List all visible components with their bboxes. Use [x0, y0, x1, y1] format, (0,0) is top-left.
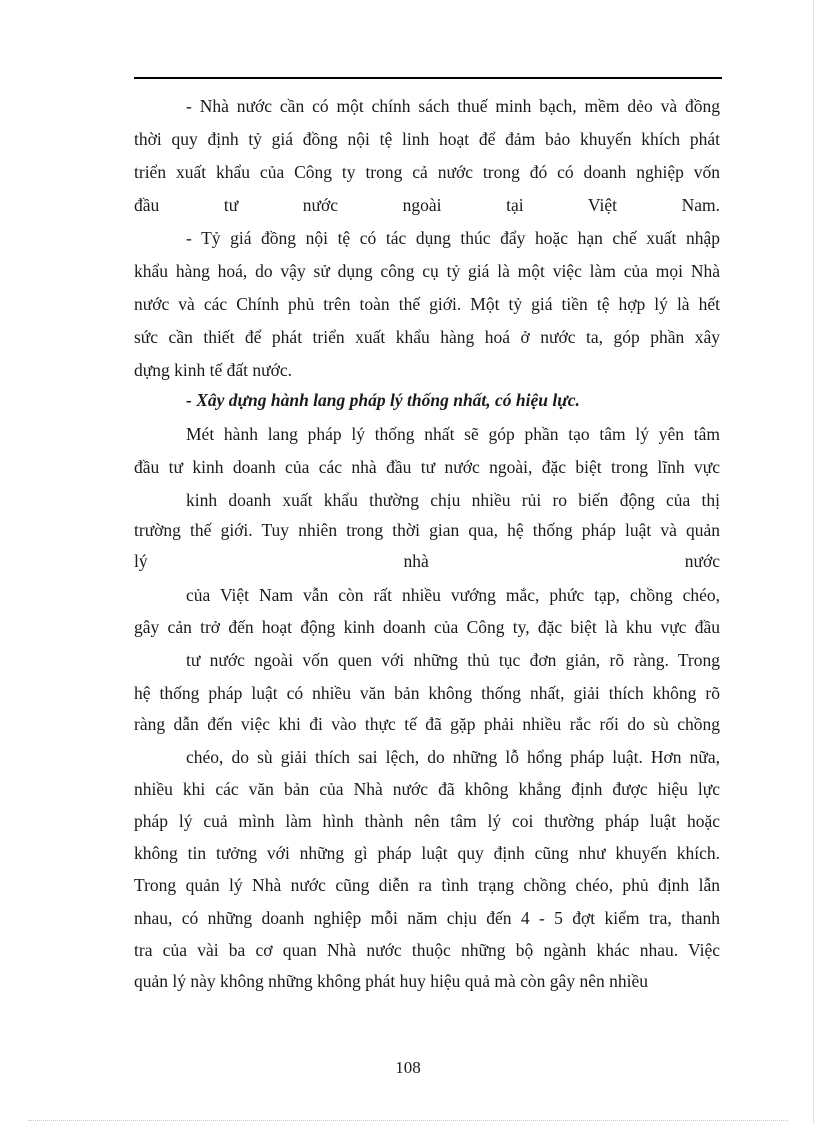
- bottom-dotted-border: [28, 1120, 788, 1121]
- text-line: pháp lý cuả mình làm hình thành nên tâm lý coi thường pháp luật hoặc: [134, 811, 720, 831]
- right-dotted-border: [813, 0, 814, 1123]
- text-line: - Tỷ giá đồng nội tệ có tác dụng thúc đẩy hoặc hạn chế xuất nhập: [186, 228, 720, 248]
- text-line: Trong quản lý Nhà nước cũng diễn ra tình trạng chồng chéo, phủ định lẫn: [134, 875, 720, 895]
- text-line: triển xuất khẩu của Công ty trong cả nước trong đó có doanh nghiệp vốn: [134, 162, 720, 182]
- text-line: nước và các Chính phủ trên toàn thế giới. Một tỷ giá tiền tệ hợp lý là hết: [134, 294, 720, 314]
- header-rule: [134, 77, 722, 79]
- text-line: chéo, do sù giải thích sai lệch, do những lỗ hổng pháp luật. Hơn nữa,: [186, 747, 720, 767]
- text-line: nhau, có những doanh nghiệp mỗi năm chịu đến 4 - 5 đợt kiểm tra, thanh: [134, 908, 720, 928]
- section-heading: - Xây dựng hành lang pháp lý thống nhất, có hiệu lực.: [186, 390, 580, 410]
- text-line: không tin tưởng với những gì pháp luật quy định cũng như khuyến khích.: [134, 843, 720, 863]
- text-line: của Việt Nam vẫn còn rất nhiều vướng mắc, phức tạp, chồng chéo,: [186, 585, 720, 605]
- text-line: sức cần thiết để phát triển xuất khẩu hàng hoá ở nước ta, góp phần xây: [134, 327, 720, 347]
- text-line: kinh doanh xuất khẩu thường chịu nhiều rủi ro biến động của thị: [186, 490, 720, 510]
- text-line: Mét hành lang pháp lý thống nhất sẽ góp phần tạo tâm lý yên tâm: [186, 424, 720, 444]
- text-line: khẩu hàng hoá, do vậy sử dụng công cụ tỷ giá là một việc làm của mọi Nhà: [134, 261, 720, 281]
- text-line: - Nhà nước cần có một chính sách thuế minh bạch, mềm dẻo và đồng: [186, 96, 720, 116]
- text-line: nhiều khi các văn bản của Nhà nước đã không khẳng định được hiệu lực: [134, 779, 720, 799]
- text-line: đầu tư kinh doanh của các nhà đầu tư nước ngoài, đặc biệt trong lĩnh vực: [134, 457, 720, 477]
- text-line: tra của vài ba cơ quan Nhà nước thuộc những bộ ngành khác nhau. Việc: [134, 940, 720, 960]
- page-number: 108: [395, 1058, 421, 1077]
- text-line: dựng kinh tế đất nước.: [134, 360, 292, 380]
- text-line: quản lý này không những không phát huy hiệu quả mà còn gây nên nhiều: [134, 971, 648, 991]
- text-line: trường thế giới. Tuy nhiên trong thời gian qua, hệ thống pháp luật và quản: [134, 520, 720, 540]
- text-line: tư nước ngoài vốn quen với những thủ tục đơn giản, rõ ràng. Trong: [186, 650, 720, 670]
- text-line: lý nhà nước: [134, 551, 720, 571]
- text-line: thời quy định tỷ giá đồng nội tệ linh hoạt để đảm bảo khuyến khích phát: [134, 129, 720, 149]
- text-line: hệ thống pháp luật có nhiều văn bản không thống nhất, giải thích không rõ: [134, 683, 720, 703]
- text-line: đầu tư nước ngoài tại Việt Nam.: [134, 195, 720, 215]
- text-line: gây cản trở đến hoạt động kinh doanh của Công ty, đặc biệt là khu vực đầu: [134, 617, 720, 637]
- text-line: ràng dẫn đến việc khi đi vào thực tế đã gặp phải nhiều rắc rối do sù chồng: [134, 714, 720, 734]
